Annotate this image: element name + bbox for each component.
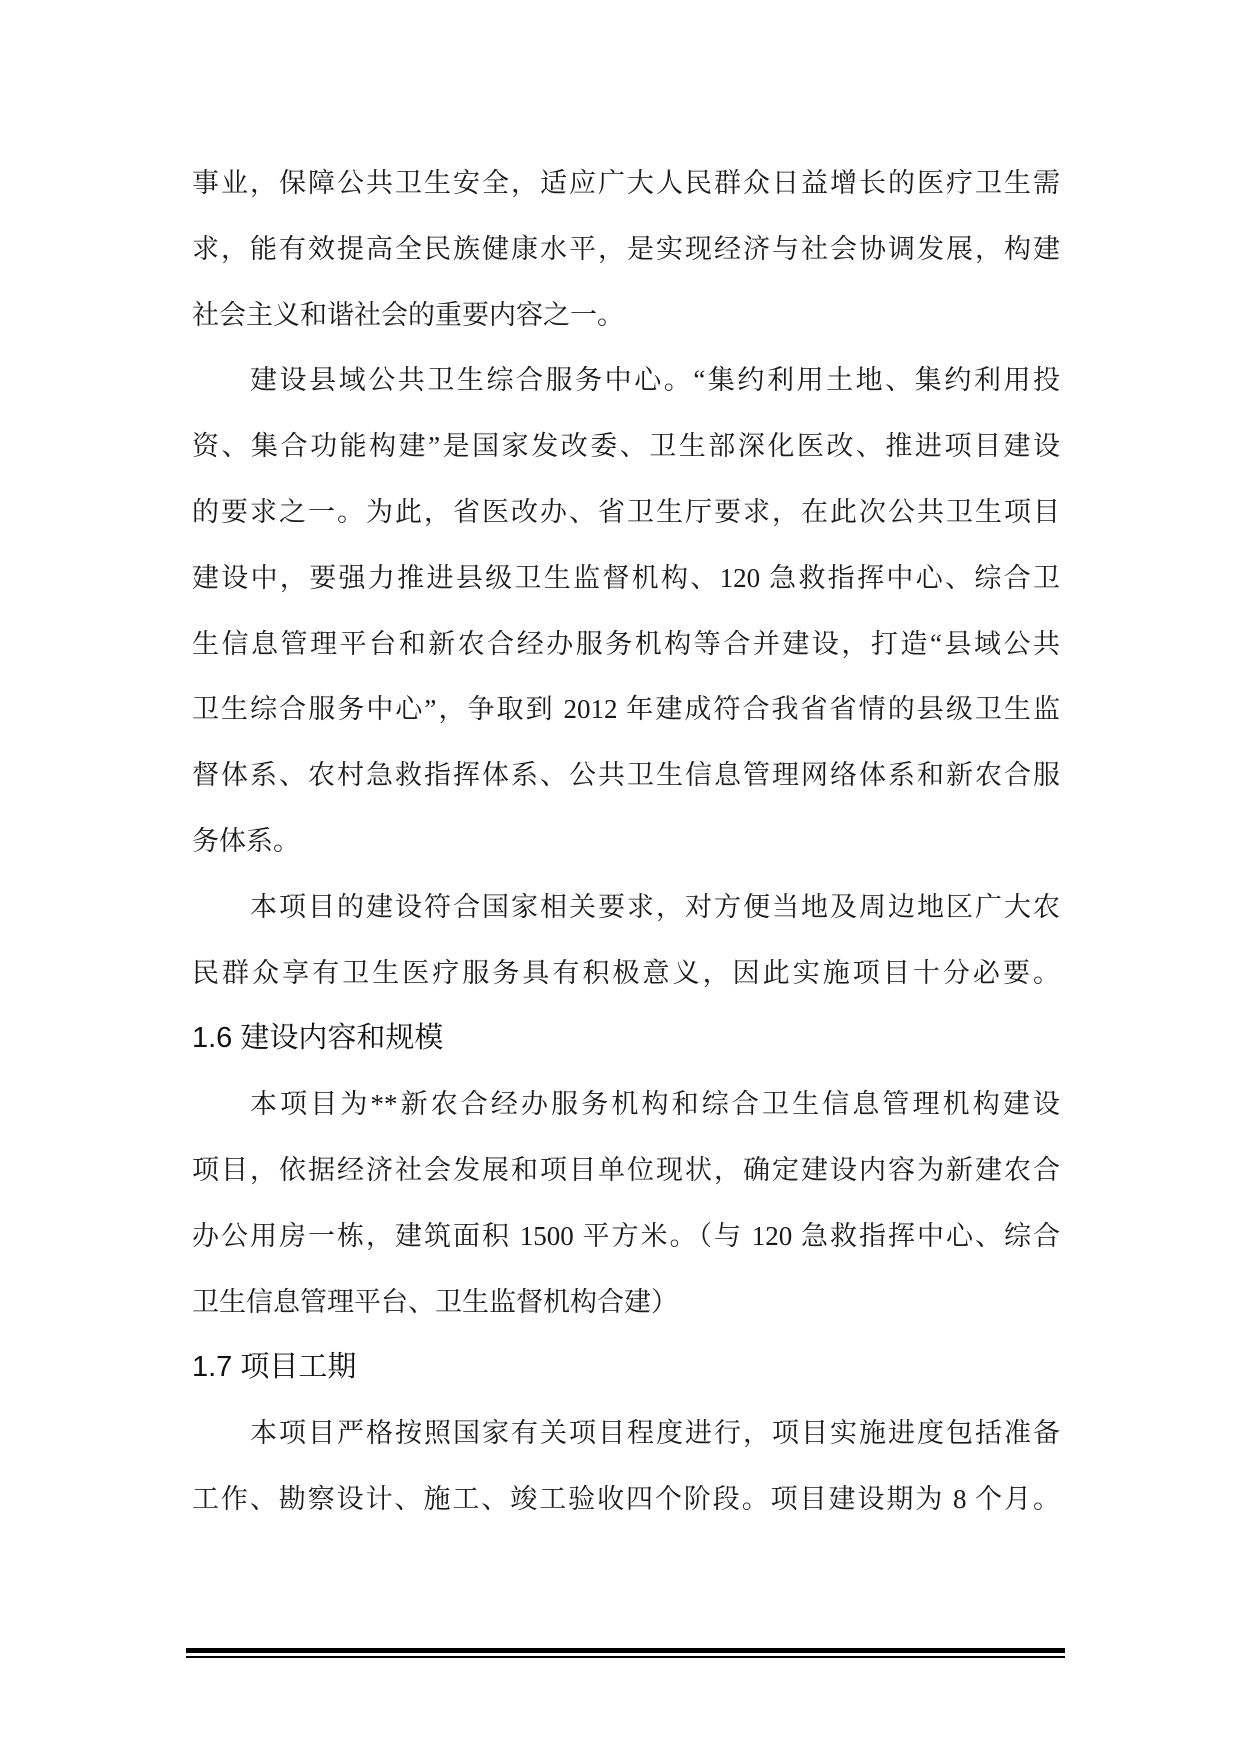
text-line: 督体系、农村急救指挥体系、公共卫生信息管理网络体系和新农合服 [192,760,1060,791]
text-line: 求，能有效提高全民族健康水平，是实现经济与社会协调发展，构建 [192,233,1060,264]
text-line: 办公用房一栋，建筑面积 1500 平方米。（与 120 急救指挥中心、综合 [192,1220,1060,1251]
paragraph-schedule [192,1401,1060,1533]
text-line: 的要求之一。为此，省医改办、省卫生厅要求，在此次公共卫生项目 [192,496,1060,527]
paragraph-service-center [192,348,1060,874]
text-line: 务体系。 [192,825,300,856]
text-line: 民群众享有卫生医疗服务具有积极意义，因此实施项目十分必要。 [192,957,1060,988]
section-heading-1-6: 1.6 建设内容和规模 [192,1022,444,1055]
text-line: 项目，依据经济社会发展和项目单位现状，确定建设内容为新建农合 [192,1154,1060,1185]
footer-rule-thin [186,1656,1065,1658]
text-line: 建设县域公共卫生综合服务中心。“集约利用土地、集约利用投 [250,365,1060,396]
footer-rule-thick [186,1648,1065,1653]
text-line: 社会主义和谐社会的重要内容之一。 [192,299,624,330]
document-body [192,151,1060,1533]
text-line: 本项目严格按照国家有关项目程度进行，项目实施进度包括准备 [250,1418,1060,1449]
section-heading-1-7: 1.7 项目工期 [192,1351,357,1384]
text-line: 本项目为**新农合经办服务机构和综合卫生信息管理机构建设 [250,1089,1060,1120]
text-line: 本项目的建设符合国家相关要求，对方便当地及周边地区广大农 [250,891,1060,922]
text-line: 工作、勘察设计、施工、竣工验收四个阶段。项目建设期为 8 个月。 [192,1483,1060,1514]
text-line: 卫生信息管理平台、卫生监督机构合建） [192,1286,678,1317]
paragraph-construction-scope [192,1072,1060,1335]
paragraph-public-health-significance [192,151,1060,348]
text-line: 卫生综合服务中心”，争取到 2012 年建成符合我省省情的县级卫生监 [192,694,1060,725]
text-line: 事业，保障公共卫生安全，适应广大人民群众日益增长的医疗卫生需 [192,168,1060,198]
text-line: 资、集合功能构建”是国家发改委、卫生部深化医改、推进项目建设 [192,431,1060,462]
text-line: 生信息管理平台和新农合经办服务机构等合并建设，打造“县域公共 [192,628,1060,659]
text-line: 建设中，要强力推进县级卫生监督机构、120 急救指挥中心、综合卫 [192,562,1060,593]
paragraph-necessity [192,875,1060,1007]
